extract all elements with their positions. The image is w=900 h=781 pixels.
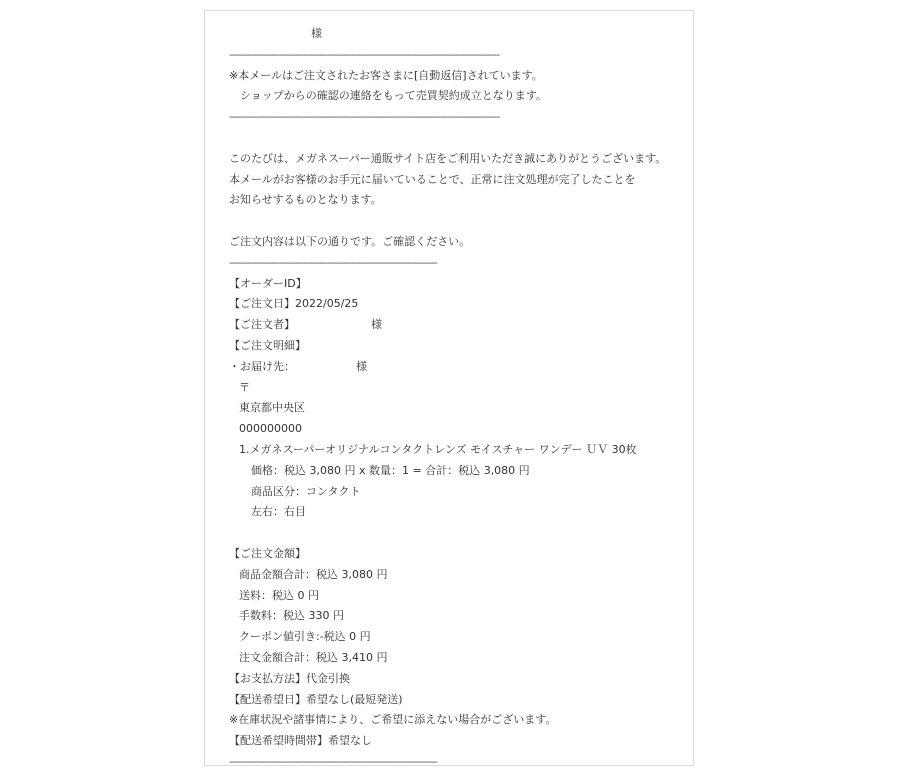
item-side: 左右：右目 xyxy=(251,505,306,519)
orderer-label: 【ご注文者】 xyxy=(229,318,295,332)
confirm-text: ご注文内容は以下の通りです。ご確認ください。 xyxy=(229,234,471,248)
payment-method: 【お支払方法】代金引換 xyxy=(229,671,350,685)
postal-mark: 〒 xyxy=(239,380,250,394)
subtotal: 商品金額合計：税込 3,080 円 xyxy=(239,567,388,581)
divider: ------------------------------------------------------------------------------------------- xyxy=(229,47,500,61)
intro-line: お知らせするものとなります。 xyxy=(229,193,382,207)
shipping-cost: 送料：税込 0 円 xyxy=(239,588,319,602)
handling-fee: 手数料：税込 330 円 xyxy=(239,609,344,623)
ship-to-row xyxy=(229,357,689,378)
item-price: 価格：税込 3,080 円 x 数量：1 = 合計：税込 3,080 円 xyxy=(251,463,530,477)
intro-line: 本メールがお客様のお手元に届いていることで、正常に注文処理が完了したことを xyxy=(229,172,636,186)
email-body xyxy=(204,10,694,766)
delivery-date: 【配送希望日】希望なし(最短発送) xyxy=(229,692,403,706)
orderer-row xyxy=(229,315,689,336)
amount-label: 【ご注文金額】 xyxy=(229,546,306,560)
divider: ---------------------------------------------------------------------- xyxy=(229,754,437,768)
item-name: 1.メガネスーパーオリジナルコンタクトレンズ モイスチャー ワンデー ＵＶ 30枚 xyxy=(239,442,637,456)
order-details-label: 【ご注文明細】 xyxy=(229,338,306,352)
orderer-sama: 様 xyxy=(371,318,382,332)
divider: ---------------------------------------------------------------------- xyxy=(229,255,437,269)
auto-reply-notice: ※本メールはご注文されたお客さまに[自動返信]されています。 xyxy=(229,68,543,82)
coupon-discount: クーポン値引き:-税込 0 円 xyxy=(239,630,371,644)
order-date-row xyxy=(229,294,689,315)
order-date-value: 2022/05/25 xyxy=(295,297,359,311)
phone-number: 000000000 xyxy=(239,422,302,436)
order-total: 注文金額合計：税込 3,410 円 xyxy=(239,650,388,664)
delivery-note: ※在庫状況や諸事情により、ご希望に添えない場合がございます。 xyxy=(229,713,557,727)
intro-line: このたびは、メガネスーパー通販サイト店をご利用いただき誠にありがとうございます。 xyxy=(229,151,667,165)
ship-to-label: ・お届け先： xyxy=(229,359,295,373)
email-content xyxy=(229,24,689,773)
order-id-label: 【オーダーID】 xyxy=(229,276,307,290)
order-date-label: 【ご注文日】 xyxy=(229,297,295,311)
ship-to-sama: 様 xyxy=(356,359,367,373)
divider: ------------------------------------------------------------------------------------------- xyxy=(229,110,500,124)
address: 東京都中央区 xyxy=(239,401,305,415)
customer-greeting: 様 xyxy=(311,27,322,40)
delivery-time: 【配送希望時間帯】希望なし xyxy=(229,734,372,748)
item-category: 商品区分：コンタクト xyxy=(251,484,361,498)
contract-notice: ショップからの確認の連絡をもって売買契約成立となります。 xyxy=(229,89,547,103)
